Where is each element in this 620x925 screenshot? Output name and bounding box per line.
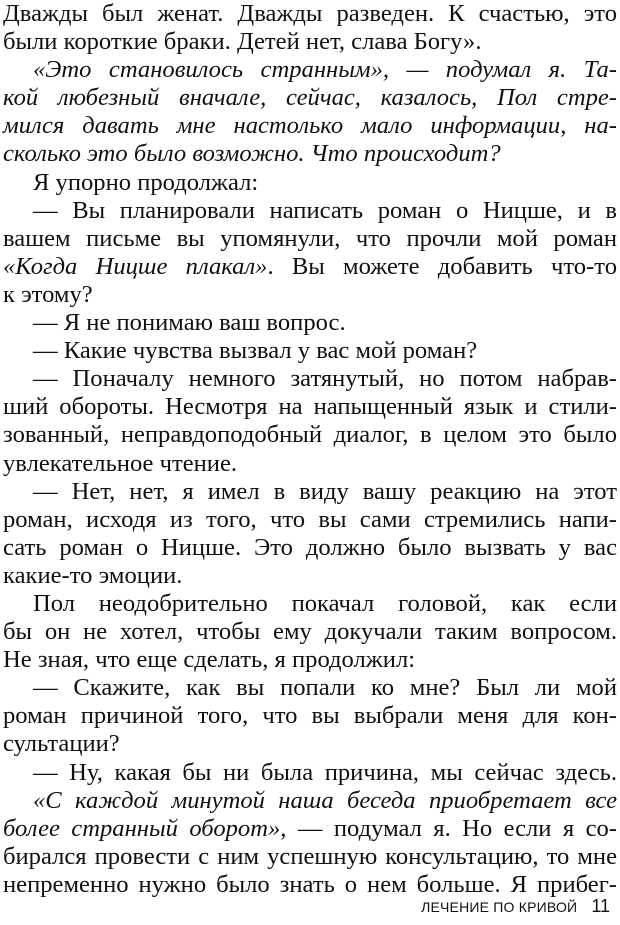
text-line [3, 393, 617, 421]
text-line [3, 702, 617, 730]
text-line [3, 562, 617, 590]
text-line [3, 730, 617, 758]
text-line [3, 674, 617, 702]
text-line [3, 197, 617, 225]
text-segment: зованный, неправдоподобный диалог, в целом это было [3, 421, 617, 449]
text-segment: , — подумал я. Но если я со- [280, 814, 617, 842]
text-segment: — Скажите, как вы попали ко мне? Был ли мой [33, 674, 617, 702]
text-segment: роман, исходя из того, что вы сами стремились напи- [3, 505, 617, 533]
text-line [3, 309, 617, 337]
text-segment: непременно нужно было знать о нем больше. Я прибег- [3, 870, 617, 898]
text-line [3, 787, 617, 815]
italic-text-segment: мился давать мне настолько мало информации, на- [3, 112, 617, 140]
text-line [3, 225, 617, 253]
page-number: 11 [591, 896, 610, 916]
text-line [3, 534, 617, 562]
text-segment: — Нет, нет, я имел в виду вашу реакцию на этот [33, 477, 617, 505]
text-segment: Я упорно продолжал: [33, 168, 259, 196]
text-segment: — Ну, какая бы ни была причина, мы сейчас здесь. [33, 758, 617, 786]
text-line [3, 253, 617, 281]
text-line [3, 843, 617, 871]
italic-text-segment: сколько это было возможно. Что происходит? [3, 140, 501, 168]
text-line [3, 84, 617, 112]
text-segment: бы он не хотел, чтобы ему докучали таким вопросом. [3, 618, 617, 646]
text-line [3, 618, 617, 646]
text-segment: — Я не понимаю ваш вопрос. [33, 309, 346, 337]
text-segment: Пол неодобрительно покачал головой, как если [33, 589, 617, 617]
text-segment: были короткие браки. Детей нет, слава Богу». [3, 28, 482, 56]
text-line [3, 590, 617, 618]
text-line [3, 169, 617, 197]
text-segment: какие-то эмоции. [3, 561, 183, 589]
text-segment: сать роман о Ницше. Это должно было вызвать у вас [3, 533, 617, 561]
italic-text-segment: «Это становилось странным», — подумал я. Та- [33, 56, 617, 84]
text-line [3, 815, 617, 843]
text-line [3, 759, 617, 787]
text-line [3, 56, 617, 84]
page-footer [421, 896, 610, 920]
text-segment: Дважды был женат. Дважды разведен. К счастью, это [3, 0, 617, 27]
italic-text-segment: кой любезный вначале, сейчас, казалось, Пол стре- [3, 84, 617, 112]
text-line [3, 140, 617, 168]
text-segment: вашем письме вы упомянули, что прочли мой роман [3, 224, 617, 252]
text-line [3, 421, 617, 449]
text-segment: Не зная, что еще сделать, я продолжил: [3, 646, 416, 674]
text-line [3, 506, 617, 534]
text-line [3, 478, 617, 506]
italic-text-segment: более странный оборот» [3, 814, 281, 842]
text-line [3, 365, 617, 393]
text-line [3, 112, 617, 140]
running-title: ЛЕЧЕНИЕ ПО КРИВОЙ [421, 899, 578, 915]
text-segment: — Вы планировали написать роман о Ницше, и в [33, 196, 617, 224]
text-line [3, 281, 617, 309]
text-line [3, 0, 617, 28]
italic-text-segment: «С каждой минутой наша беседа приобретает все [33, 786, 617, 814]
text-segment: роман причиной того, что вы выбрали меня для кон- [3, 702, 617, 730]
text-line [3, 28, 617, 56]
body-text [3, 0, 617, 899]
italic-text-segment: «Когда Ницше плакал» [3, 252, 268, 280]
text-segment: к этому? [3, 280, 93, 308]
text-segment: сультации? [3, 730, 120, 758]
text-segment: — Какие чувства вызвал у вас мой роман? [33, 337, 478, 365]
text-segment: бирался провести с ним успешную консультацию, то мне [3, 842, 617, 870]
text-line [3, 646, 617, 674]
text-segment: увлекательное чтение. [3, 449, 238, 477]
text-segment: — Поначалу немного затянутый, но потом набрав- [33, 365, 617, 393]
text-segment: ший обороты. Несмотря на напыщенный язык и стили- [3, 393, 617, 421]
text-segment: . Вы можете добавить что-то [267, 252, 617, 280]
text-line [3, 871, 617, 899]
text-line [3, 450, 617, 478]
text-line [3, 337, 617, 365]
